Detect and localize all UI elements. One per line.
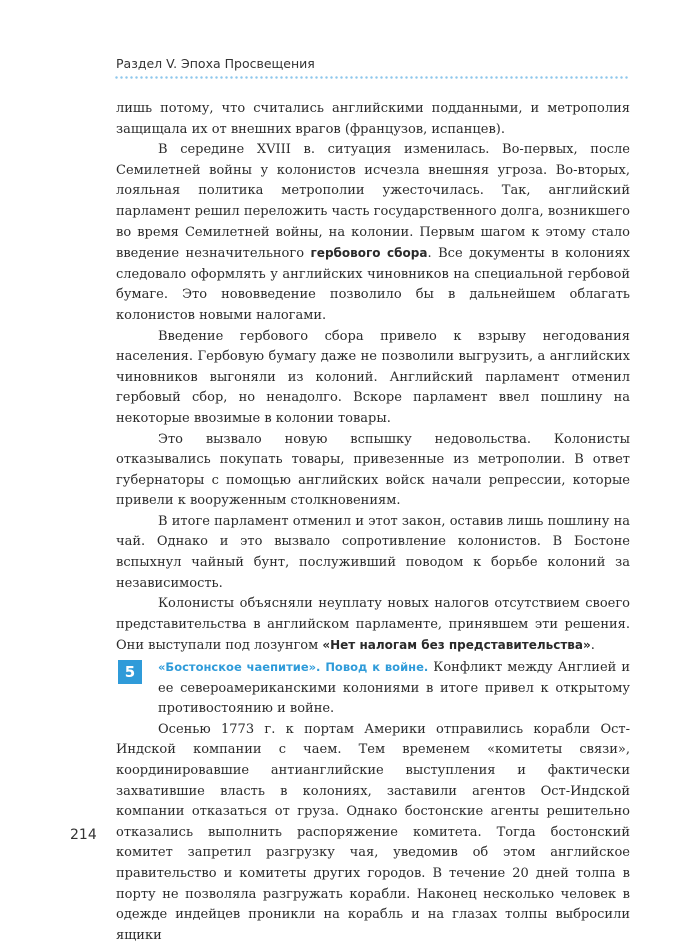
- page-number: 214: [70, 827, 97, 843]
- section-number-badge: 5: [118, 660, 142, 684]
- page-body: [116, 99, 630, 946]
- paragraph-5: В итоге парламент отменил и этот закон, оставив лишь пошлину на чай. Однако и это вызвало сопротивление колонистов. В Бостоне вспыхнул чайный бунт, послуживший поводом к борьбе колоний за независимость.: [116, 513, 630, 591]
- paragraph-2-text-a: В середине XVIII в. ситуация изменилась. Во-первых, после Семилетней войны у колонистов исчезла внешняя угроза. Во-вторых, лояльная политика метрополии ужесточилась. Так, английский парламент решил переложить часть государственного долга, возникшего во время Семилетней войны, на колонии. Первым шагом к этому стало введение незначительного: [116, 142, 630, 262]
- paragraph-4: Это вызвало новую вспышку недовольства. Колонисты отказывались покупать товары, привезенные из метрополии. В ответ губернаторы с помощью английских войск начали репрессии, которые привели к вооруженным столкновениям.: [116, 431, 630, 509]
- paragraph-1: лишь потому, что считались английскими подданными, и метрополия защищала их от внешних врагов (французов, испанцев).: [116, 101, 630, 137]
- slogan: «Нет налогам без представительства»: [322, 638, 591, 653]
- paragraph-2-text-b: . Все документы в колониях следовало оформлять у английских чиновников на специальной гербовой бумаге. Это нововведение позволило бы в дальнейшем облагать колонистов новыми налогами.: [116, 246, 630, 323]
- paragraph-6: [116, 594, 630, 657]
- section-intro-text: Конфликт между Англией и ее североамериканскими колониями в итоге привел к открытому противостоянию и войне.: [158, 660, 630, 717]
- running-header: Раздел V. Эпоха Просвещения: [116, 56, 315, 71]
- section-title: «Бостонское чаепитие». Повод к войне.: [158, 660, 429, 675]
- header-divider: [114, 76, 630, 79]
- term-stamp-tax: гербового сбора: [310, 246, 428, 261]
- paragraph-3: Введение гербового сбора привело к взрыву негодования населения. Гербовую бумагу даже не позволили выгрузить, а английских чиновников выгоняли из колоний. Английский парламент отменил гербовый сбор, но ненадолго. Вскоре парламент ввел пошлину на некоторые ввозимые в колонии товары.: [116, 328, 630, 426]
- paragraph-6-text-b: .: [590, 638, 595, 654]
- paragraph-8: Осенью 1773 г. к портам Америки отправились корабли Ост-Индской компании с чаем. Тем временем «комитеты связи», координировавшие антианглийские выступления и фактически захватившие власть в колониях, заставили агентов Ост-Индской компании отказаться от груза. Однако бостонские агенты решительно отказались выполнить распоряжение комитета. Тогда бостонский комитет запретил разгрузку чая, уведомив об этом английское правительство и комитеты других городов. В течение 20 дней толпа в порту не позволяла разгружать корабли. Наконец несколько человек в одежде индейцев проникли на корабль и на глазах толпы выбросили ящики: [116, 721, 630, 943]
- paragraph-6-text-a: Колонисты объясняли неуплату новых налогов отсутствием своего представительства в английском парламенте, принявшем эти решения. Они выступали под лозунгом: [116, 596, 630, 654]
- paragraph-2: [116, 140, 630, 326]
- section-5-paragraph: [116, 657, 630, 720]
